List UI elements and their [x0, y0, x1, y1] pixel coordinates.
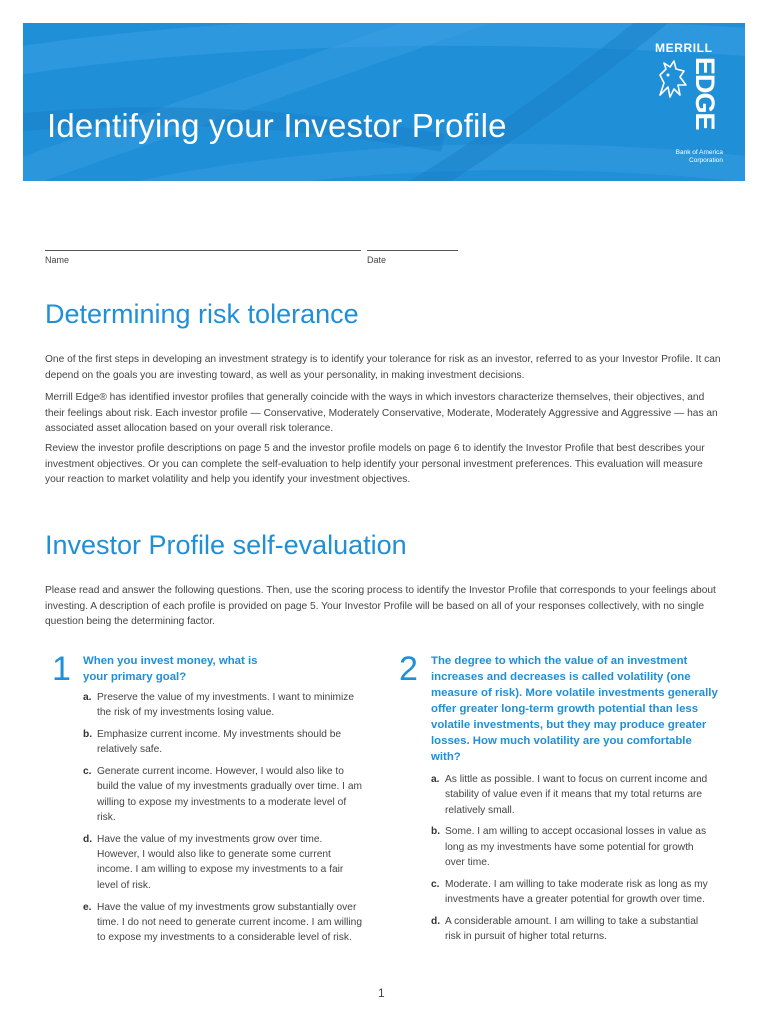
section-heading-self-evaluation: Investor Profile self-evaluation: [45, 530, 407, 560]
brand-main-text: EDGE: [690, 57, 720, 130]
option-item[interactable]: [83, 727, 365, 758]
option-letter: a.: [431, 774, 440, 785]
option-text: Emphasize current income. My investments should be relatively safe.: [97, 729, 342, 756]
option-text: Have the value of my investments grow substantially over time. I do not need to generate current income. I am willing to expose my investments to a considerable level of risk.: [97, 901, 363, 944]
brand-top-text: MERRILL: [655, 41, 713, 55]
option-item[interactable]: [83, 832, 365, 893]
question-number: 2: [399, 650, 418, 688]
option-text: A considerable amount. I am willing to take a substantial risk in pursuit of higher total returns.: [445, 915, 699, 943]
option-text: Generate current income. However, I would also like to build the value of my investments gradually over time. I am willing to expose my investments to a moderate level of risk.: [97, 766, 362, 824]
option-text: Some. I am willing to accept occasional losses in value as long as my investments have some potential for growth over time.: [445, 826, 707, 868]
option-letter: e.: [83, 901, 92, 913]
option-letter: b.: [83, 729, 93, 741]
option-item[interactable]: [431, 824, 716, 870]
option-text: As little as possible. I want to focus on current income and stability of value even if it means that my total returns are relatively small.: [445, 774, 708, 816]
banner-decoration: [23, 23, 745, 181]
brand-sub-text: [661, 149, 723, 165]
question-text: When you invest money, what is your primary goal?: [83, 655, 258, 683]
header-banner: [23, 23, 745, 181]
option-letter: d.: [83, 833, 93, 845]
option-item[interactable]: [431, 914, 716, 945]
option-item[interactable]: [83, 900, 365, 946]
section-heading-risk-tolerance: Determining risk tolerance: [45, 299, 359, 329]
paragraph: Review the investor profile descriptions on page 5 and the investor profile models on page 6 to identify the Investor Profile that best describes your investment objectives. Or you can complete the self-evaluation to help identify your personal investment preferences. This evaluation will measure your reaction to market volatility and help you identify your investment objectives.: [45, 443, 705, 486]
question-number: 1: [52, 650, 71, 688]
option-text: Preserve the value of my investments. I want to minimize the risk of my investments losing value.: [97, 692, 355, 719]
intro-paragraph: Please read and answer the following questions. Then, use the scoring process to identify the Investor Profile that corresponds to your feelings about investing. A description of each profile is provided on page 5. Your Investor Profile will be based on all of your responses collectively, with no single question being the determining factor.: [45, 585, 716, 628]
question-1-options: [83, 690, 365, 952]
question-text: The degree to which the value of an investment increases and decreases is called volatility (one measure of risk). More volatile investments generally offer greater long-term growth potential than less volatile investments, but they may produce greater losses. How much volatility are you comfortable with?: [431, 655, 718, 763]
page-title: Identifying your Investor Profile: [47, 107, 507, 144]
paragraph: Merrill Edge® has identified investor profiles that generally coincide with the ways in which investors characterize themselves, their objectives, and their feelings about risk. Each investor profile — Conservative, Moderately Conservative, Moderate, Moderately Aggressive and Aggressive — has an associated asset allocation based on your overall risk tolerance.: [45, 392, 718, 435]
option-text: Moderate. I am willing to take moderate risk as long as my investments have a greater potential for growth over time.: [445, 878, 708, 906]
option-letter: d.: [431, 915, 441, 927]
option-item[interactable]: [431, 877, 716, 908]
option-letter: b.: [431, 826, 441, 838]
question-2-options: [431, 772, 716, 951]
page-number: 1: [378, 986, 385, 1000]
date-field-line[interactable]: [367, 250, 458, 251]
date-label: Date: [367, 255, 387, 265]
name-label: Name: [45, 255, 70, 265]
option-text: Have the value of my investments grow over time. However, I would also like to generate some current income. I am willing to expose my investments to a fair level of risk.: [97, 833, 344, 891]
option-item[interactable]: [83, 690, 365, 721]
option-letter: a.: [83, 692, 92, 703]
paragraph: One of the first steps in developing an investment strategy is to identify your tolerance for risk as an investor, referred to as your Investor Profile. It can depend on the goals you are investing toward, as well as your personality, in making investment decisions.: [45, 354, 721, 381]
option-letter: c.: [83, 766, 92, 778]
option-item[interactable]: [431, 772, 716, 818]
brand-sub-line1: Bank of America: [675, 149, 723, 156]
bull-icon: [656, 59, 688, 99]
option-letter: c.: [431, 878, 440, 890]
brand-sub-line2: Corporation: [689, 157, 723, 164]
option-item[interactable]: [83, 764, 365, 825]
merrill-edge-logo: [653, 41, 743, 181]
name-field-line[interactable]: [45, 250, 361, 251]
